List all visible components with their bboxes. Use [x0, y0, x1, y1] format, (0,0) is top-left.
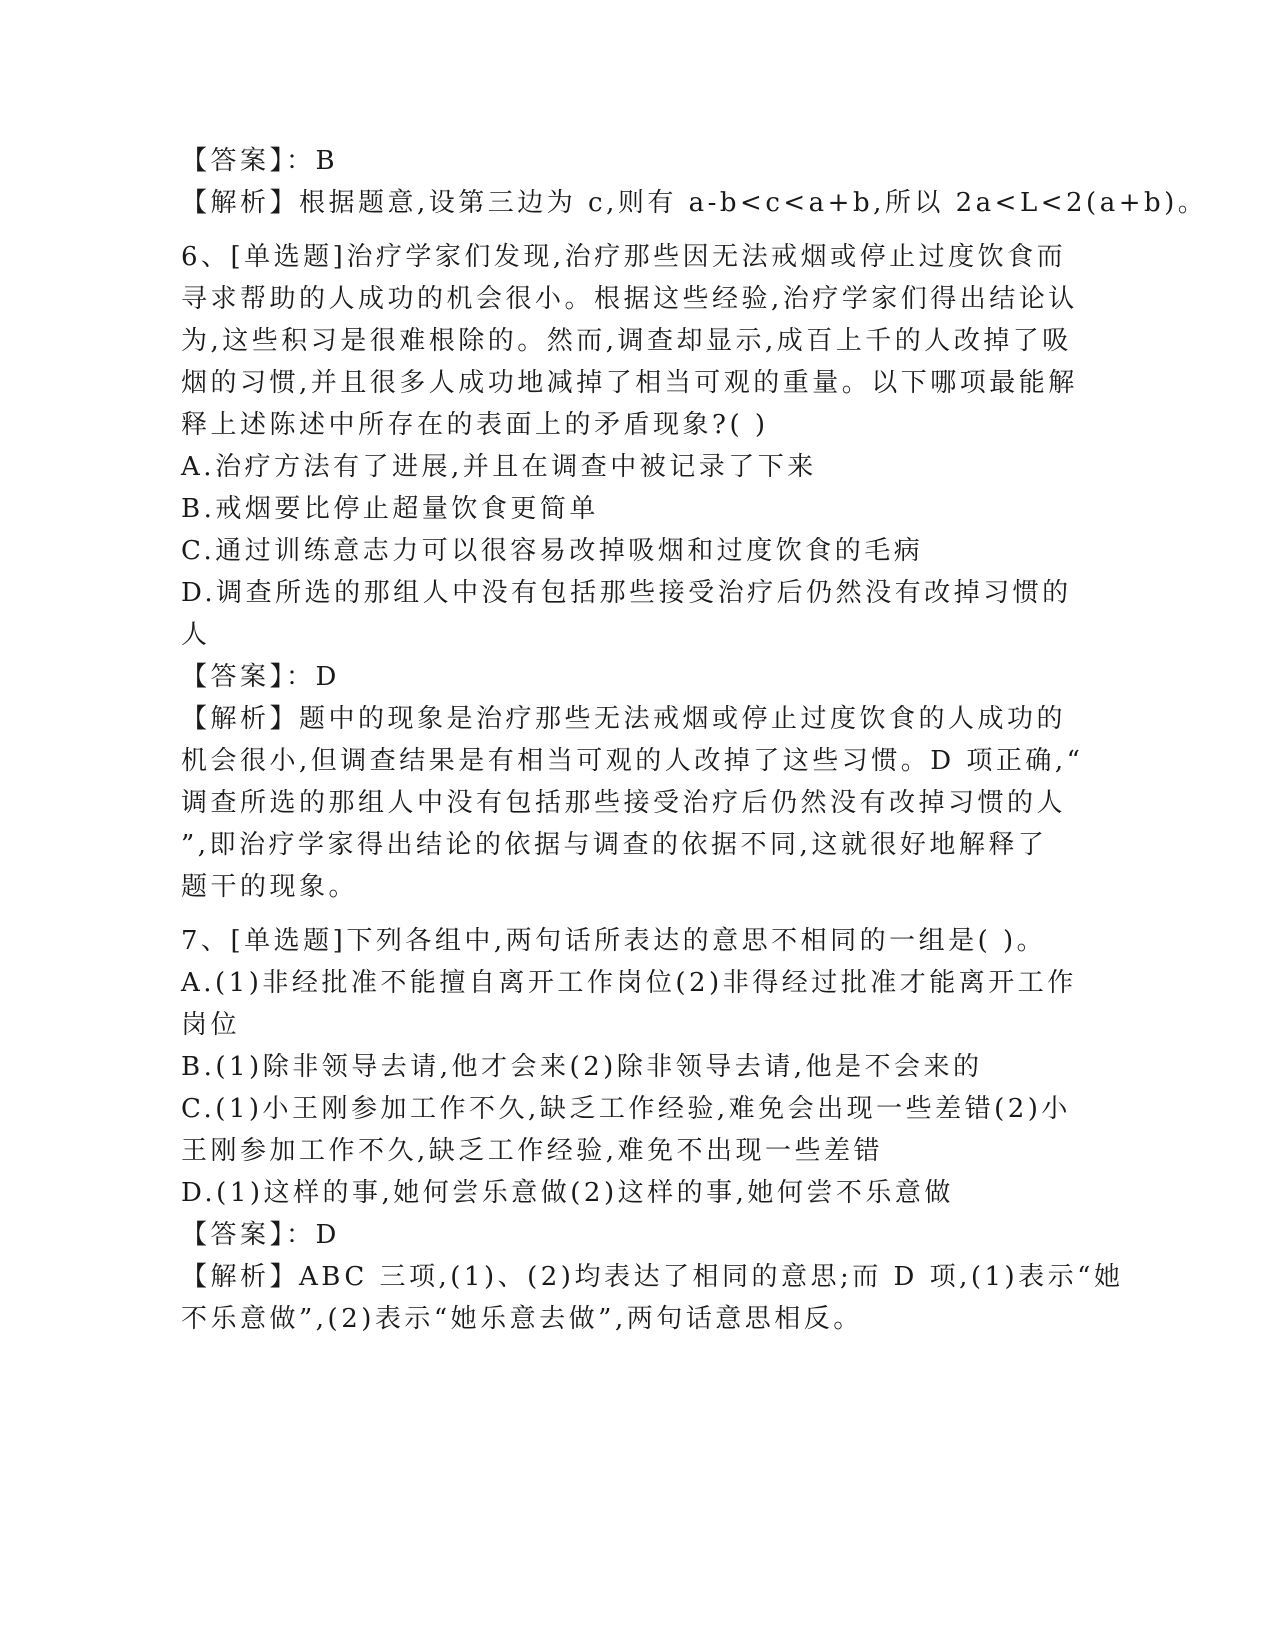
- analysis-line: 【解析】题中的现象是治疗那些无法戒烟或停止过度饮食的人成功的: [181, 704, 1067, 734]
- question-stem-line: 为,这些积习是很难根除的。然而,调查却显示,成百上千的人改掉了吸: [181, 326, 1072, 356]
- analysis-line: 题干的现象。: [181, 872, 359, 902]
- option-c: C.通过训练意志力可以很容易改掉吸烟和过度饮食的毛病: [181, 536, 924, 566]
- option-c-continued: 王刚参加工作不久,缺乏工作经验,难免不出现一些差错: [181, 1136, 884, 1166]
- analysis-line: 机会很小,但调查结果是有相当可观的人改掉了这些习惯。D 项正确,“: [181, 746, 1084, 776]
- answer-line: 【答案】：D: [181, 662, 340, 692]
- analysis-line: 调查所选的那组人中没有包括那些接受治疗后仍然没有改掉习惯的人: [181, 788, 1067, 818]
- option-a-continued: 岗位: [181, 1010, 241, 1040]
- analysis-line: ”,即治疗学家得出结论的依据与调查的依据不同,这就很好地解释了: [181, 830, 1048, 860]
- analysis-line: 不乐意做”,(2)表示“她乐意去做”,两句话意思相反。: [181, 1304, 863, 1334]
- option-d: D.调查所选的那组人中没有包括那些接受治疗后仍然没有改掉习惯的: [181, 578, 1072, 608]
- question-stem-line: 7、[单选题]下列各组中,两句话所表达的意思不相同的一组是( )。: [181, 926, 1047, 956]
- option-a: A.(1)非经批准不能擅自离开工作岗位(2)非得经过批准才能离开工作: [181, 968, 1077, 998]
- question-stem-line: 烟的习惯,并且很多人成功地减掉了相当可观的重量。以下哪项最能解: [181, 368, 1078, 398]
- spacer: [181, 908, 1081, 920]
- question-stem-line: 释上述陈述中所存在的表面上的矛盾现象?( ): [181, 410, 769, 440]
- option-a: A.治疗方法有了进展,并且在调查中被记录了下来: [181, 452, 817, 482]
- option-d-continued: 人: [181, 620, 211, 650]
- option-b: B.(1)除非领导去请,他才会来(2)除非领导去请,他是不会来的: [181, 1052, 983, 1082]
- question-stem-line: 6、[单选题]治疗学家们发现,治疗那些因无法戒烟或停止过度饮食而: [181, 242, 1067, 272]
- option-c: C.(1)小王刚参加工作不久,缺乏工作经验,难免会出现一些差错(2)小: [181, 1094, 1071, 1124]
- answer-line: 【答案】：D: [181, 1220, 340, 1250]
- option-d: D.(1)这样的事,她何尝乐意做(2)这样的事,她何尝不乐意做: [181, 1178, 954, 1208]
- document-page: [181, 140, 1208, 1340]
- answer-line: 【答案】：B: [181, 146, 339, 176]
- spacer: [181, 224, 1081, 236]
- analysis-line: 【解析】根据题意,设第三边为 c,则有 a-b<c<a+b,所以 2a<L<2(a+b)。: [181, 188, 1208, 218]
- question-stem-line: 寻求帮助的人成功的机会很小。根据这些经验,治疗学家们得出结论认: [181, 284, 1078, 314]
- analysis-line: 【解析】ABC 三项,(1)、(2)均表达了相同的意思;而 D 项,(1)表示“她: [181, 1262, 1124, 1292]
- option-b: B.戒烟要比停止超量饮食更简单: [181, 494, 599, 524]
